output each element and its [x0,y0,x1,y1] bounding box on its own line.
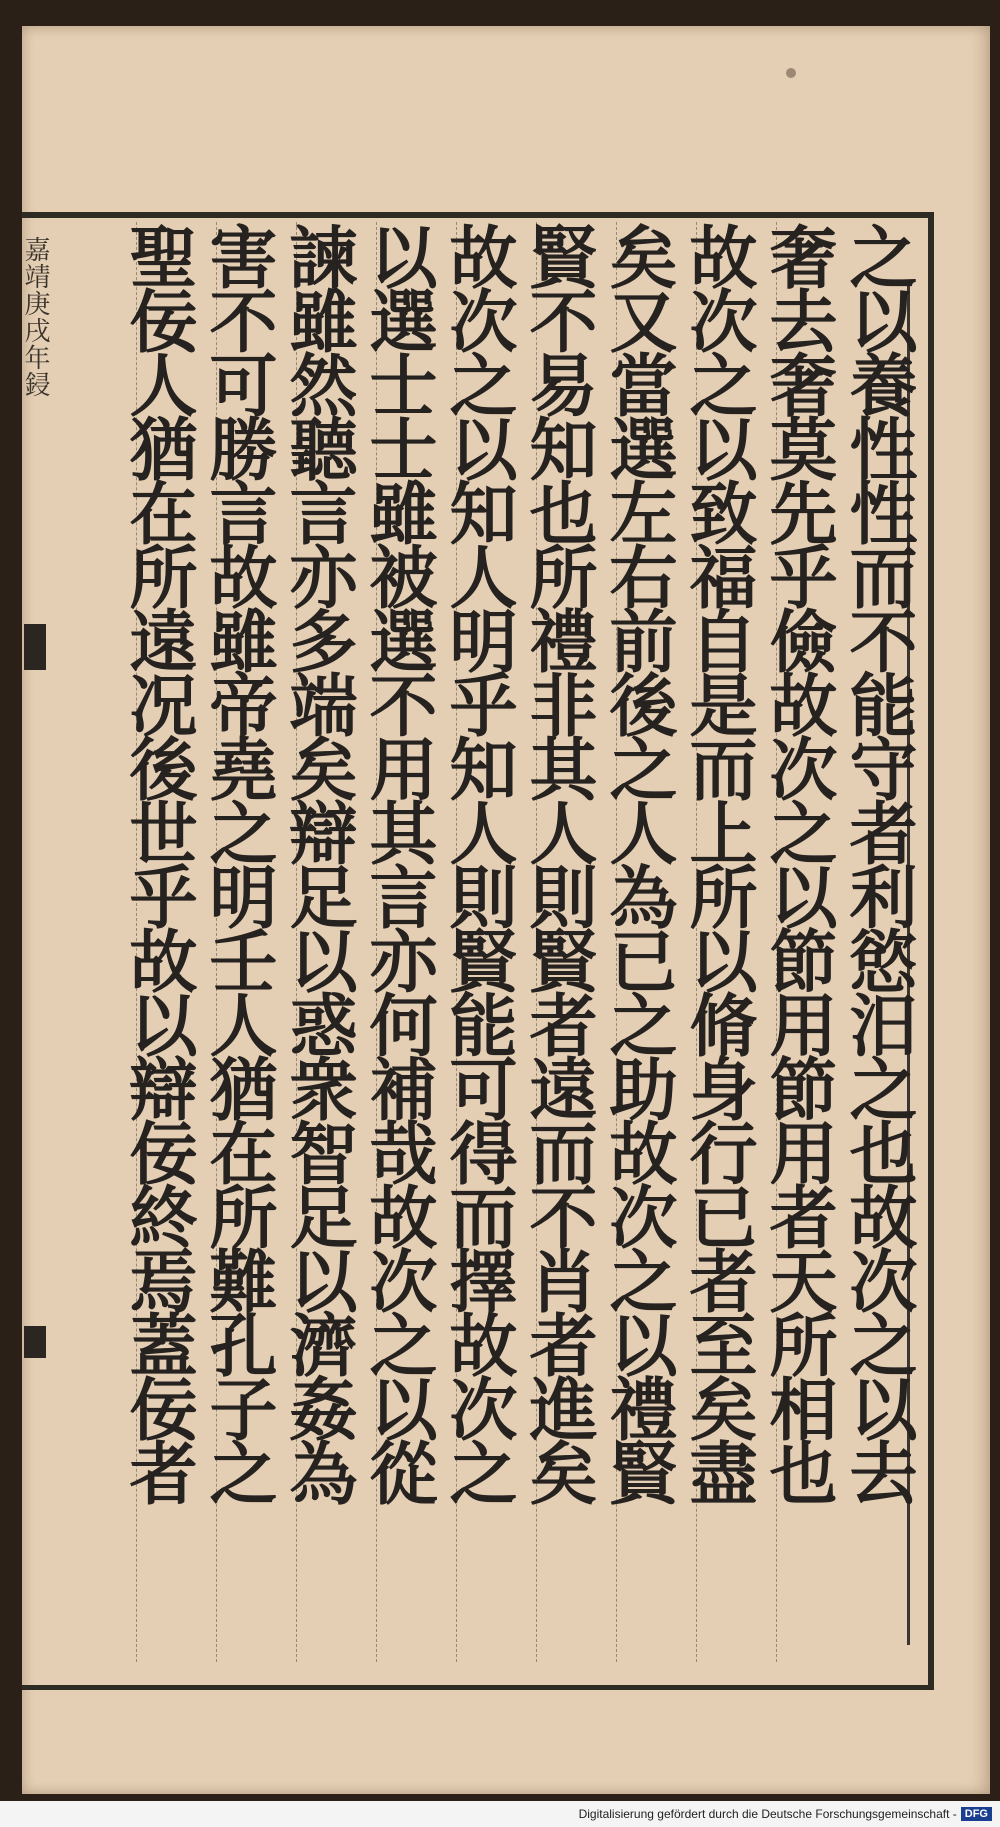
banxin-title: 嘉靖庚戌年鋟 [20,236,50,398]
footer-credit: Digitalisierung gefördert durch die Deutsche Forschungsgemeinschaft - [578,1807,957,1821]
column-text: 聖佞人猶在所遠况後世乎故以辯佞終焉蓋佞者 [118,222,198,1502]
text-column [598,222,678,1662]
text-column [518,222,598,1662]
digitization-footer [0,1801,1000,1827]
text-column [438,222,518,1662]
text-column [838,222,918,1662]
column-text: 故次之以知人明乎知人則賢能可得而擇故次之 [438,222,518,1502]
column-text: 害不可勝言故雖帝堯之明壬人猶在所難孔子之 [198,222,278,1502]
text-column [278,222,358,1662]
text-column [198,222,278,1662]
column-text: 以選士士雖被選不用其言亦何補哉故次之以從 [358,222,438,1502]
column-text: 賢不易知也所禮非其人則賢者遠而不肖者進矣 [518,222,598,1502]
text-column [758,222,838,1662]
dfg-logo: DFG [961,1807,992,1821]
column-text: 奢去奢莫先乎儉故次之以節用節用者天所相也 [758,222,838,1502]
text-column [118,222,198,1662]
book-page [22,26,990,1794]
text-column [358,222,438,1662]
margin-mark [786,68,796,78]
text-column [678,222,758,1662]
column-text: 之以養性性而不能守者利慾汨之也故次之以去 [838,222,918,1502]
column-text: 故次之以致福自是而上所以脩身行已者至矣盡 [678,222,758,1502]
column-text: 諫雖然聽言亦多端矣辯足以惑衆智足以濟姦為 [278,222,358,1502]
column-text: 矣又當選左右前後之人為已之助故次之以禮賢 [598,222,678,1502]
